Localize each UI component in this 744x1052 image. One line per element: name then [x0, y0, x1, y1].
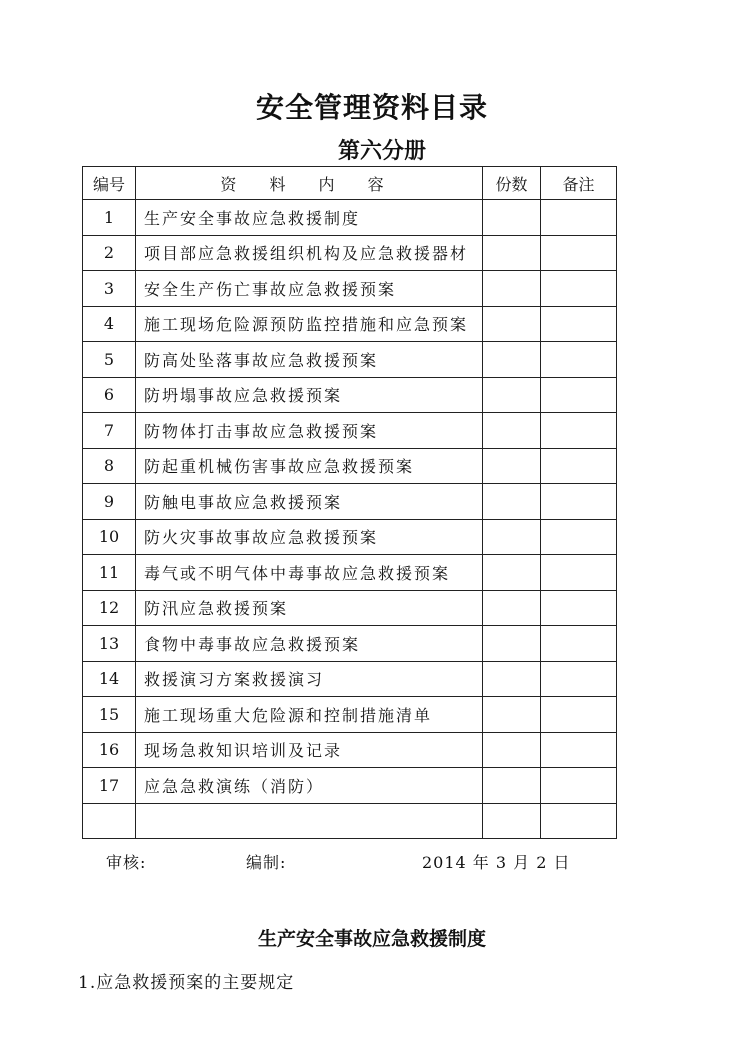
row-number: 16 [83, 732, 136, 768]
row-copies [483, 661, 541, 697]
row-number: 15 [83, 697, 136, 733]
date-text: 2014 年 3 月 2 日 [422, 853, 571, 872]
row-number: 2 [83, 235, 136, 271]
table-row [83, 200, 617, 236]
row-copies [483, 413, 541, 449]
row-item: 防坍塌事故应急救援预案 [136, 377, 483, 413]
row-item: 防物体打击事故应急救援预案 [136, 413, 483, 449]
row-item: 应急急救演练（消防） [136, 768, 483, 804]
row-item: 施工现场重大危险源和控制措施清单 [136, 697, 483, 733]
table-row [83, 413, 617, 449]
row-remarks [541, 271, 617, 307]
empty-cell [483, 803, 541, 839]
compile-label: 编制: [246, 853, 287, 872]
row-number: 7 [83, 413, 136, 449]
table-row-empty [83, 803, 617, 839]
row-remarks [541, 661, 617, 697]
header-remarks: 备注 [541, 167, 617, 200]
row-copies [483, 732, 541, 768]
header-copies: 份数 [483, 167, 541, 200]
row-remarks [541, 555, 617, 591]
row-item: 食物中毒事故应急救援预案 [136, 626, 483, 662]
row-item: 防汛应急救援预案 [136, 590, 483, 626]
table-row [83, 235, 617, 271]
row-item: 防触电事故应急救援预案 [136, 484, 483, 520]
row-number: 5 [83, 342, 136, 378]
row-number: 9 [83, 484, 136, 520]
empty-cell [541, 803, 617, 839]
row-number: 1 [83, 200, 136, 236]
row-remarks [541, 519, 617, 555]
row-number: 13 [83, 626, 136, 662]
row-remarks [541, 200, 617, 236]
row-item: 生产安全事故应急救援制度 [136, 200, 483, 236]
table-row [83, 484, 617, 520]
review-label: 审核: [106, 853, 147, 872]
table-row [83, 555, 617, 591]
row-item: 救援演习方案救援演习 [136, 661, 483, 697]
table-row [83, 271, 617, 307]
row-copies [483, 200, 541, 236]
row-item: 施工现场危险源预防监控措施和应急预案 [136, 306, 483, 342]
row-copies [483, 271, 541, 307]
row-number: 6 [83, 377, 136, 413]
row-copies [483, 484, 541, 520]
row-remarks [541, 235, 617, 271]
row-item: 防高处坠落事故应急救援预案 [136, 342, 483, 378]
row-item: 安全生产伤亡事故应急救援预案 [136, 271, 483, 307]
table-row [83, 626, 617, 662]
table-row [83, 306, 617, 342]
header-number: 编号 [83, 167, 136, 200]
row-item: 防火灾事故事故应急救援预案 [136, 519, 483, 555]
header-content: 资 料 内 容 [136, 167, 483, 200]
table-row [83, 377, 617, 413]
row-remarks [541, 626, 617, 662]
row-number: 11 [83, 555, 136, 591]
row-copies [483, 342, 541, 378]
row-remarks [541, 697, 617, 733]
row-item: 防起重机械伤害事故应急救援预案 [136, 448, 483, 484]
row-number: 4 [83, 306, 136, 342]
row-remarks [541, 377, 617, 413]
table-row [83, 732, 617, 768]
table-row [83, 697, 617, 733]
row-copies [483, 448, 541, 484]
table-body [83, 200, 617, 839]
row-number: 17 [83, 768, 136, 804]
table-row [83, 768, 617, 804]
row-copies [483, 590, 541, 626]
row-copies [483, 235, 541, 271]
row-number: 12 [83, 590, 136, 626]
row-copies [483, 377, 541, 413]
row-remarks [541, 484, 617, 520]
catalog-table [82, 166, 617, 839]
row-number: 3 [83, 271, 136, 307]
row-remarks [541, 732, 617, 768]
table-row [83, 342, 617, 378]
row-number: 10 [83, 519, 136, 555]
table-row [83, 661, 617, 697]
table-row [83, 590, 617, 626]
row-remarks [541, 448, 617, 484]
row-number: 14 [83, 661, 136, 697]
row-copies [483, 626, 541, 662]
table-row [83, 448, 617, 484]
section-first-item: 1.应急救援预案的主要规定 [78, 973, 295, 993]
row-item: 现场急救知识培训及记录 [136, 732, 483, 768]
row-remarks [541, 590, 617, 626]
empty-cell [83, 803, 136, 839]
row-copies [483, 768, 541, 804]
row-remarks [541, 413, 617, 449]
row-remarks [541, 306, 617, 342]
row-item: 项目部应急救援组织机构及应急救援器材 [136, 235, 483, 271]
row-remarks [541, 342, 617, 378]
row-item: 毒气或不明气体中毒事故应急救援预案 [136, 555, 483, 591]
section-title: 生产安全事故应急救援制度 [257, 928, 486, 950]
table-header-row [83, 167, 617, 200]
row-remarks [541, 768, 617, 804]
row-copies [483, 697, 541, 733]
row-copies [483, 555, 541, 591]
empty-cell [136, 803, 483, 839]
row-number: 8 [83, 448, 136, 484]
table-row [83, 519, 617, 555]
row-copies [483, 519, 541, 555]
document-subtitle: 第六分册 [337, 139, 426, 164]
row-copies [483, 306, 541, 342]
document-title: 安全管理资料目录 [255, 91, 488, 124]
